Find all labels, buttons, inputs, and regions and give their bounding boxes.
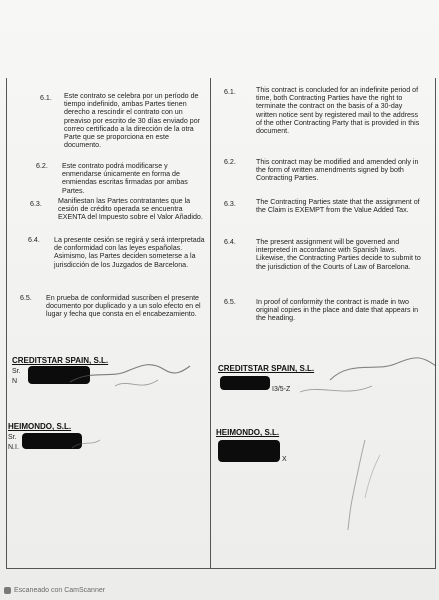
watermark-text: Escaneado con CamScanner bbox=[14, 587, 106, 594]
clause-text-en: The Contracting Parties state that the assignment of the Claim is EXEMPT from the Value Added Tax. bbox=[256, 198, 420, 215]
clause-text-en: This contract is concluded for an indefinite period of time, both Contracting Parties have the right to terminate the contract on the basis of a 30-day written notice sent by registered mail to the address of the other Contracting Party that is provided in this document. bbox=[256, 86, 420, 136]
signatory-company: HEIMONDO, S.L. bbox=[8, 422, 72, 431]
signatory-company: HEIMONDO, S.L. bbox=[216, 428, 280, 437]
signatory-company: CREDITSTAR SPAIN, S.L. bbox=[218, 364, 315, 373]
clause-text-en: The present assignment will be governed and interpreted in accordance with Spanish laws. Likewise, the Contracting Parties decide to submit to the jurisdiction of the Courts of Law of Barcelona. bbox=[256, 238, 421, 271]
clause-text-es: En prueba de conformidad suscriben el presente documento por duplicado y a un solo efecto en el lugar y fecha que consta en el encabezamiento. bbox=[46, 294, 201, 319]
clause-text-es: Este contrato se celebra por un período de tiempo indefinido, ambas Partes tienen derecho a rescindir el contrato con un preaviso por escrito de 30 días enviado por correo certificado a la dirección de la otra Parte que se proporciona en este documento. bbox=[64, 92, 201, 150]
clause-number: 6.5. bbox=[20, 294, 32, 302]
clause-text-en: This contract may be modified and amended only in the form of written amendments signed by both Contracting Parties. bbox=[256, 158, 419, 183]
signatory-id: N bbox=[12, 378, 18, 385]
clause-number: 6.2. bbox=[36, 162, 48, 170]
clause-number: 6.1. bbox=[40, 94, 52, 102]
clause-number: 6.5. bbox=[224, 298, 236, 306]
clause-text-es: La presente cesión se regirá y será interpretada de conformidad con las leyes españolas. Asimismo, las Partes deciden someterse a la jurisdicción de los Juzgados de Barcelona. bbox=[54, 236, 205, 269]
clause-number: 6.4. bbox=[224, 238, 236, 246]
clause-number: 6.2. bbox=[224, 158, 236, 166]
clause-text-es: Manifiestan las Partes contratantes que la cesión de crédito operada se encuentra EXENTA del Impuesto sobre el Valor Añadido. bbox=[58, 197, 203, 222]
signatory-id: N.I. bbox=[8, 444, 19, 451]
clause-number: 6.4. bbox=[28, 236, 40, 244]
clause-text-en: In proof of conformity the contract is made in two original copies in the place and date that appears in the heading. bbox=[256, 298, 419, 323]
signatory-name: Sr. bbox=[8, 434, 17, 441]
clause-number: 6.3. bbox=[224, 200, 236, 208]
signatory-company: CREDITSTAR SPAIN, S.L. bbox=[12, 356, 109, 365]
clause-number: 6.3. bbox=[30, 200, 42, 208]
signatory-id: X bbox=[282, 456, 287, 463]
signatory-name: Sr. bbox=[12, 368, 21, 375]
camscanner-icon bbox=[4, 587, 11, 594]
camscanner-watermark bbox=[4, 587, 105, 594]
clause-number: 6.1. bbox=[224, 88, 236, 96]
signatory-id: I3/5-Z bbox=[272, 386, 291, 393]
clause-text-es: Este contrato podrá modificarse y enmendarse únicamente en forma de enmiendas escritas firmadas por ambas Partes. bbox=[62, 162, 188, 195]
